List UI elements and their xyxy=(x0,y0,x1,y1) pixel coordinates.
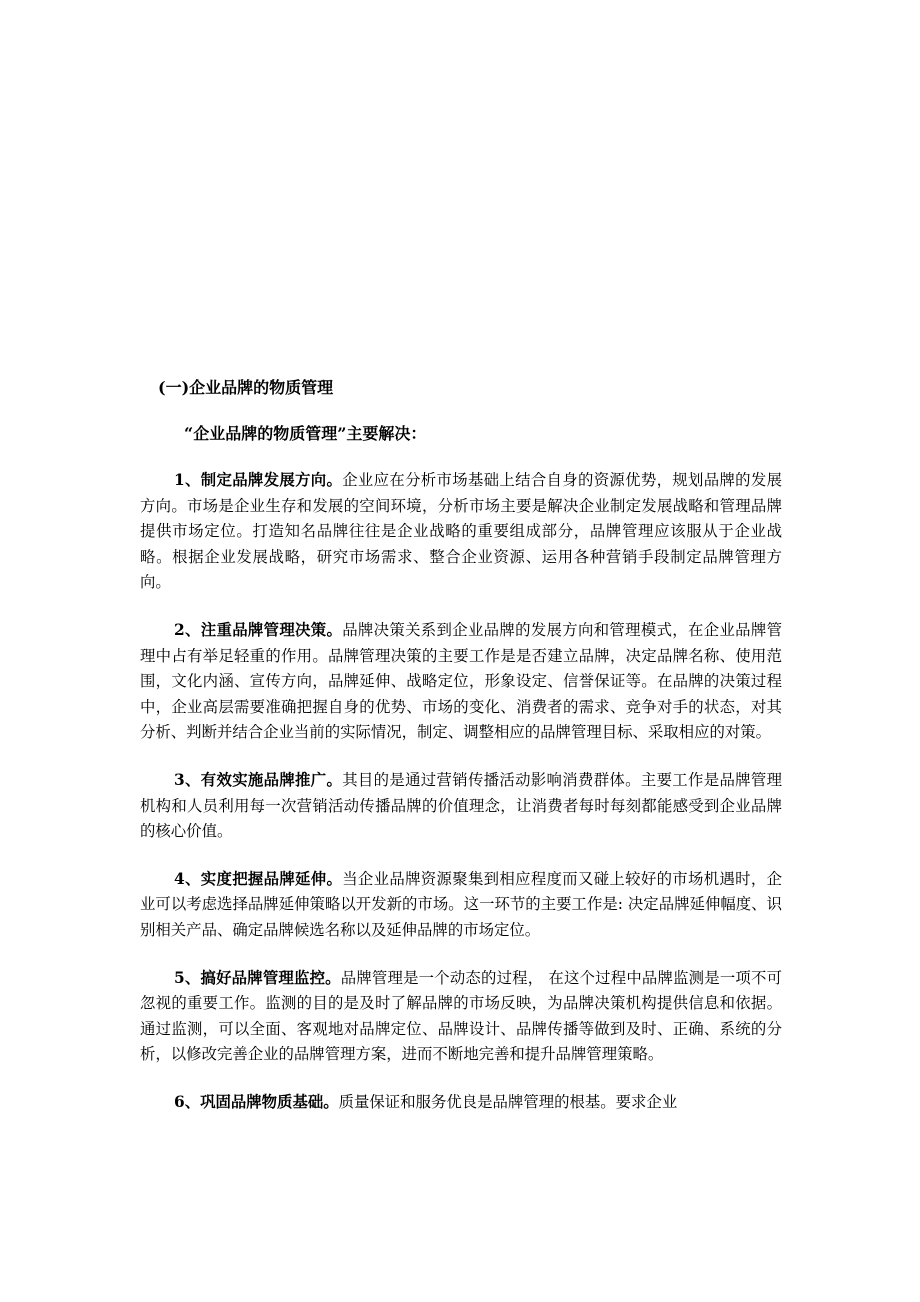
paragraph-2 xyxy=(140,618,782,746)
paragraph-lead: 6、巩固品牌物质基础。 xyxy=(174,1092,339,1111)
paragraph-lead: 2、注重品牌管理决策。 xyxy=(174,620,343,639)
paragraph-4 xyxy=(140,867,782,944)
paragraph-text: 当企业品牌资源聚集到相应程度而又碰上较好的市场机遇时，企业可以考虑选择品牌延伸策略以开发新的市场。这一环节的主要工作是: 决定品牌延伸幅度、识别相关产品、确定品牌候选名称以及延伸品牌的市场定位。 xyxy=(140,869,782,939)
paragraph-6 xyxy=(140,1090,782,1116)
paragraph-5 xyxy=(140,966,782,1068)
paragraph-lead: 5、搞好品牌管理监控。 xyxy=(174,968,341,987)
paragraph-text: 质量保证和服务优良是品牌管理的根基。要求企业 xyxy=(338,1092,678,1111)
section-title: (一)企业品牌的物质管理 xyxy=(158,378,334,397)
intro-line: “企业品牌的物质管理”主要解决： xyxy=(184,424,427,443)
paragraph-lead: 4、实度把握品牌延伸。 xyxy=(174,869,343,888)
paragraph-3 xyxy=(140,768,782,845)
paragraph-text: 企业应在分析市场基础上结合自身的资源优势，规划品牌的发展方向。市场是企业生存和发展的空间环境，分析市场主要是解决企业制定发展战略和管理品牌提供市场定位。打造知名品牌往往是企业战略的重要组成部分，品牌管理应该服从于企业战略。根据企业发展战略，研究市场需求、整合企业资源、运用各种营销手段制定品牌管理方向。 xyxy=(140,471,782,592)
paragraph-text: 品牌决策关系到企业品牌的发展方向和管理模式，在企业品牌管理中占有举足轻重的作用。品牌管理决策的主要工作是是否建立品牌，决定品牌名称、使用范围，文化内涵、宣传方向，品牌延伸、战略定位，形象设定、信誉保证等。在品牌的决策过程中，企业高层需要准确把握自身的优势、市场的变化、消费者的需求、竞争对手的状态，对其分析、判断并结合企业当前的实际情况，制定、调整相应的品牌管理目标、采取相应的对策。 xyxy=(140,620,782,742)
paragraph-1 xyxy=(140,468,782,596)
paragraph-lead: 3、有效实施品牌推广。 xyxy=(174,770,343,789)
paragraph-lead: 1、制定品牌发展方向。 xyxy=(174,471,343,489)
paragraph-text: 其目的是通过营销传播活动影响消费群体。主要工作是品牌管理机构和人员利用每一次营销活动传播品牌的价值理念，让消费者每时每刻都能感受到企业品牌的核心价值。 xyxy=(140,770,782,841)
document-body xyxy=(140,376,782,1115)
paragraph-text: 品牌管理是一个动态的过程， 在这个过程中品牌监测是一项不可忽视的重要工作。监测的目的是及时了解品牌的市场反映，为品牌决策机构提供信息和依据。通过监测，可以全面、客观地对品牌定位、品牌设计、品牌传播等做到及时、正确、系统的分析，以修改完善企业的品牌管理方案，进而不断地完善和提升品牌管理策略。 xyxy=(140,968,782,1064)
